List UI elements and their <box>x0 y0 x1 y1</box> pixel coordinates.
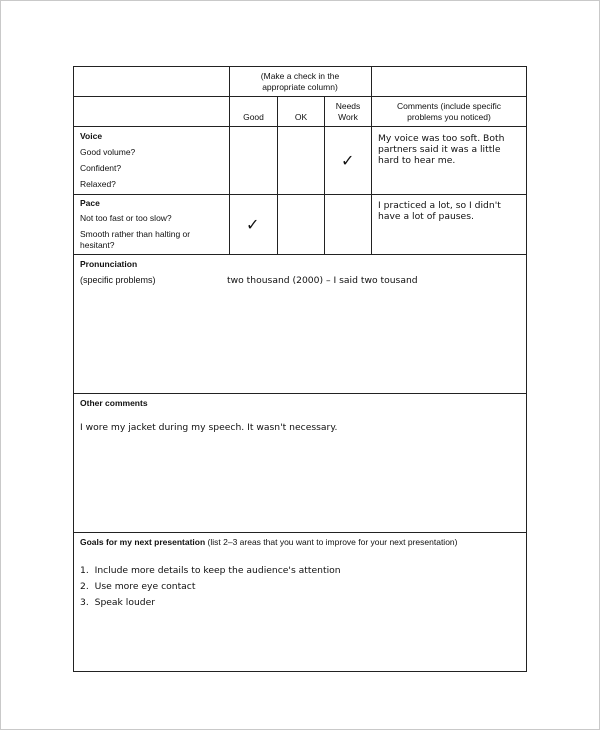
check-mark-good: ✓ <box>246 215 260 234</box>
column-divider <box>371 67 372 255</box>
voice-title: Voice <box>80 131 103 141</box>
check-instruction: (Make a check in the appropriate column) <box>260 71 340 92</box>
goals-instruction: (list 2–3 areas that you want to improve for your next presentation) <box>207 537 458 547</box>
pace-comment: I practiced a lot, so I didn't have a lot of pauses. <box>378 200 501 222</box>
goal-item: 3. Speak louder <box>80 597 156 608</box>
voice-item: Confident? <box>80 163 122 173</box>
voice-comment: My voice was too soft. Both partners said it was a little hard to hear me. <box>378 133 505 166</box>
evaluation-form <box>73 66 527 672</box>
column-header-needs-work: Needs Work <box>335 101 361 122</box>
pace-title: Pace <box>80 198 100 208</box>
row-divider <box>74 96 526 97</box>
pronunciation-subtitle: (specific problems) <box>80 275 156 285</box>
row-divider <box>74 254 526 255</box>
goals-title: Goals for my next presentation <box>80 537 206 547</box>
pronunciation-note: two thousand (2000) – I said two tousand <box>227 275 418 286</box>
column-divider <box>229 67 230 255</box>
row-divider <box>74 194 526 195</box>
column-header-good: Good <box>243 112 264 122</box>
other-comments-text: I wore my jacket during my speech. It wasn't necessary. <box>80 422 338 433</box>
column-header-ok: OK <box>294 112 308 122</box>
goal-item: 1. Include more details to keep the audience's attention <box>80 565 341 576</box>
pace-item: Smooth rather than halting or hesitant? <box>80 229 191 250</box>
voice-item: Relaxed? <box>80 179 116 189</box>
row-divider <box>74 532 526 533</box>
row-divider <box>74 393 526 394</box>
pace-item: Not too fast or too slow? <box>80 213 172 223</box>
pronunciation-title: Pronunciation <box>80 259 138 269</box>
column-header-comments: Comments (include specific problems you noticed) <box>397 101 501 122</box>
column-divider <box>324 96 325 255</box>
row-divider <box>74 126 526 127</box>
goals-header <box>80 537 457 548</box>
goal-item: 2. Use more eye contact <box>80 581 196 592</box>
other-comments-title: Other comments <box>80 398 148 408</box>
voice-item: Good volume? <box>80 147 136 157</box>
check-mark-needs-work: ✓ <box>341 151 355 170</box>
